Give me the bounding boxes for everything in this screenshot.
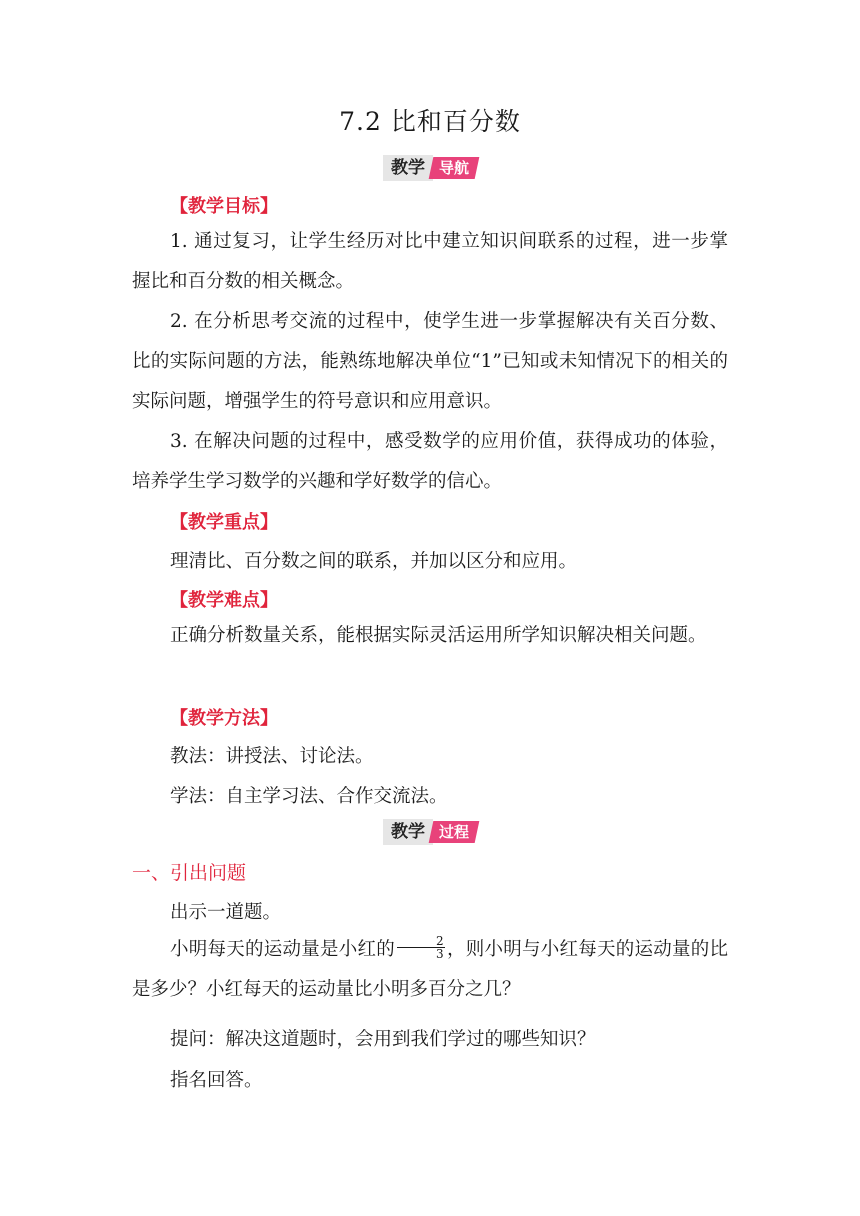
methods-heading: 【教学方法】 (170, 708, 278, 729)
question-text: 提问：解决这道题时，会用到我们学过的哪些知识？ (170, 1029, 596, 1050)
section-heading: 一、引出问题 (132, 862, 247, 884)
banner-label-right: 过程 (429, 821, 480, 843)
key-points-text: 理清比、百分数之间的联系，并加以区分和应用。 (170, 551, 578, 572)
page-title: 7.2 比和百分数 (339, 107, 521, 136)
key-points-heading: 【教学重点】 (170, 512, 278, 533)
objectives-heading: 【教学目标】 (170, 196, 278, 217)
banner-label-right: 导航 (429, 157, 480, 179)
problem-text: 小明每天的运动量是小红的 $\frac{2}{3}$ ，则小明与小红每天的运动量的比是多少？小红每天的运动量比小明多百分之几？ (132, 933, 728, 1000)
objective-3: 3. 在解决问题的过程中，感受数学的应用价值，获得成功的体验，培养学生学习数学的兴趣和学好数学的信心。 (132, 431, 728, 492)
teaching-method: 教法：讲授法、讨论法。 (170, 746, 374, 767)
answer-text: 指名回答。 (170, 1070, 263, 1091)
banner-label-left: 教学 (383, 155, 433, 181)
banner-label-left: 教学 (383, 819, 433, 845)
learning-method: 学法：自主学习法、合作交流法。 (170, 786, 448, 807)
section-line: 出示一道题。 (170, 902, 282, 923)
fraction: $\frac{2}{3}$ (397, 935, 445, 960)
objective-2: 2. 在分析思考交流的过程中，使学生进一步掌握解决有关百分数、比的实际问题的方法，能熟练地解决单位“1”已知或未知情况下的相关的实际问题，增强学生的符号意识和应用意识。 (132, 311, 728, 412)
teaching-guide-banner (383, 154, 477, 182)
difficulties-text: 正确分析数量关系，能根据实际灵活运用所学知识解决相关问题。 (170, 625, 707, 646)
objective-1: 1. 通过复习，让学生经历对比中建立知识间联系的过程，进一步掌握比和百分数的相关概念。 (132, 231, 728, 292)
difficulties-heading: 【教学难点】 (170, 590, 278, 611)
teaching-process-banner (383, 818, 477, 846)
